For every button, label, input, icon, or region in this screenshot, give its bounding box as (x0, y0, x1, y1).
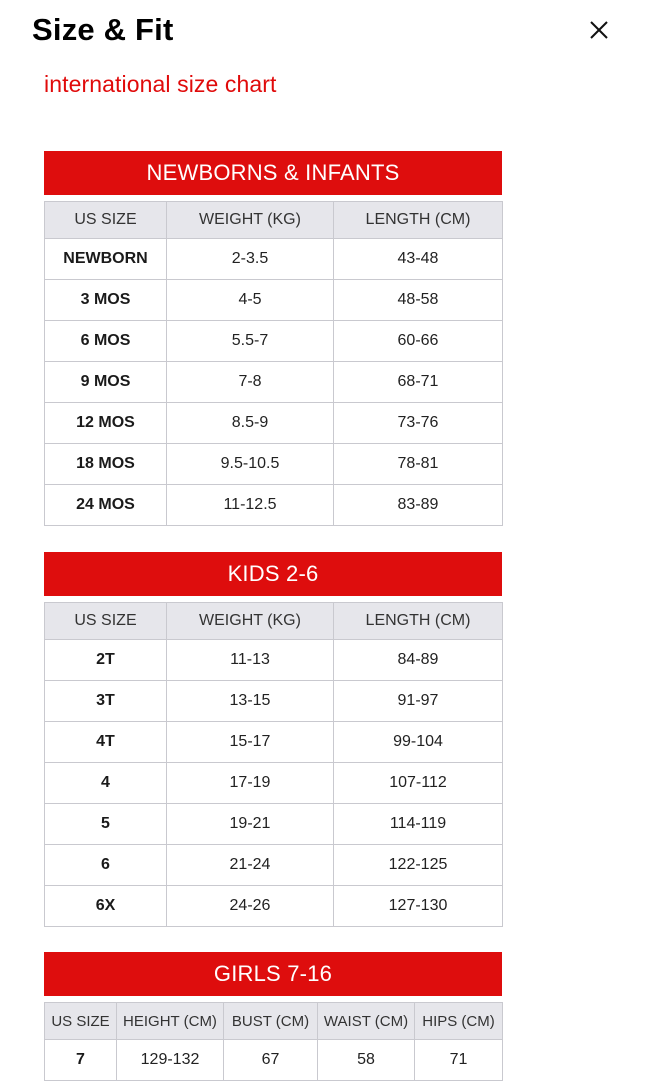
table-cell: 73-76 (334, 403, 503, 444)
size-cell: 4 (45, 763, 167, 804)
table-cell: 127-130 (334, 886, 503, 927)
table-cell: 43-48 (334, 239, 503, 280)
table-row (45, 239, 503, 280)
table-cell: 7-8 (167, 362, 334, 403)
size-cell: 7 (45, 1040, 117, 1081)
table-cell: 114-119 (334, 804, 503, 845)
table-cell: 21-24 (167, 845, 334, 886)
table-cell: 122-125 (334, 845, 503, 886)
table-cell: 58 (318, 1040, 415, 1081)
table-cell: 67 (224, 1040, 318, 1081)
table-row (45, 403, 503, 444)
table-cell: 19-21 (167, 804, 334, 845)
table-cell: 17-19 (167, 763, 334, 804)
table-cell: 71 (415, 1040, 503, 1081)
column-header: HEIGHT (CM) (117, 1003, 224, 1040)
size-table-girls (44, 1002, 503, 1081)
size-cell: 24 MOS (45, 485, 167, 526)
size-cell: 5 (45, 804, 167, 845)
table-header-row (45, 202, 503, 239)
table-cell: 13-15 (167, 681, 334, 722)
close-icon (584, 15, 614, 45)
size-cell: NEWBORN (45, 239, 167, 280)
table-cell: 68-71 (334, 362, 503, 403)
column-header: HIPS (CM) (415, 1003, 503, 1040)
table-cell: 8.5-9 (167, 403, 334, 444)
table-row (45, 763, 503, 804)
column-header: US SIZE (45, 603, 167, 640)
table-row (45, 886, 503, 927)
table-cell: 78-81 (334, 444, 503, 485)
table-cell: 4-5 (167, 280, 334, 321)
column-header: LENGTH (CM) (334, 202, 503, 239)
table-cell: 11-13 (167, 640, 334, 681)
size-chart-subtitle: international size chart (44, 71, 277, 97)
size-cell: 6X (45, 886, 167, 927)
table-row (45, 804, 503, 845)
table-cell: 84-89 (334, 640, 503, 681)
table-row (45, 845, 503, 886)
table-header-row (45, 603, 503, 640)
section-newborns-infants (44, 151, 502, 526)
table-cell: 83-89 (334, 485, 503, 526)
table-cell: 48-58 (334, 280, 503, 321)
size-cell: 12 MOS (45, 403, 167, 444)
table-cell: 11-12.5 (167, 485, 334, 526)
table-cell: 9.5-10.5 (167, 444, 334, 485)
page-title: Size & Fit (32, 12, 174, 47)
column-header: LENGTH (CM) (334, 603, 503, 640)
table-cell: 129-132 (117, 1040, 224, 1081)
table-cell: 5.5-7 (167, 321, 334, 362)
column-header: WEIGHT (KG) (167, 603, 334, 640)
table-cell: 24-26 (167, 886, 334, 927)
table-row (45, 444, 503, 485)
size-cell: 4T (45, 722, 167, 763)
table-row (45, 485, 503, 526)
table-cell: 2-3.5 (167, 239, 334, 280)
table-cell: 99-104 (334, 722, 503, 763)
column-header: WAIST (CM) (318, 1003, 415, 1040)
size-cell: 9 MOS (45, 362, 167, 403)
table-cell: 107-112 (334, 763, 503, 804)
column-header: WEIGHT (KG) (167, 202, 334, 239)
column-header: BUST (CM) (224, 1003, 318, 1040)
section-girls-7-16 (44, 952, 502, 1081)
section-banner: NEWBORNS & INFANTS (44, 151, 502, 195)
table-row (45, 362, 503, 403)
size-cell: 18 MOS (45, 444, 167, 485)
table-cell: 91-97 (334, 681, 503, 722)
size-cell: 6 (45, 845, 167, 886)
size-table-kids (44, 602, 503, 927)
section-banner: GIRLS 7-16 (44, 952, 502, 996)
size-table-newborns (44, 201, 503, 526)
section-kids-2-6 (44, 552, 502, 927)
table-row (45, 1040, 503, 1081)
table-row (45, 640, 503, 681)
table-header-row (45, 1003, 503, 1040)
table-row (45, 681, 503, 722)
size-cell: 3T (45, 681, 167, 722)
table-cell: 15-17 (167, 722, 334, 763)
table-row (45, 722, 503, 763)
size-cell: 3 MOS (45, 280, 167, 321)
table-row (45, 280, 503, 321)
close-button[interactable] (584, 15, 614, 45)
table-row (45, 321, 503, 362)
column-header: US SIZE (45, 202, 167, 239)
column-header: US SIZE (45, 1003, 117, 1040)
table-cell: 60-66 (334, 321, 503, 362)
size-cell: 2T (45, 640, 167, 681)
section-banner: KIDS 2-6 (44, 552, 502, 596)
size-cell: 6 MOS (45, 321, 167, 362)
